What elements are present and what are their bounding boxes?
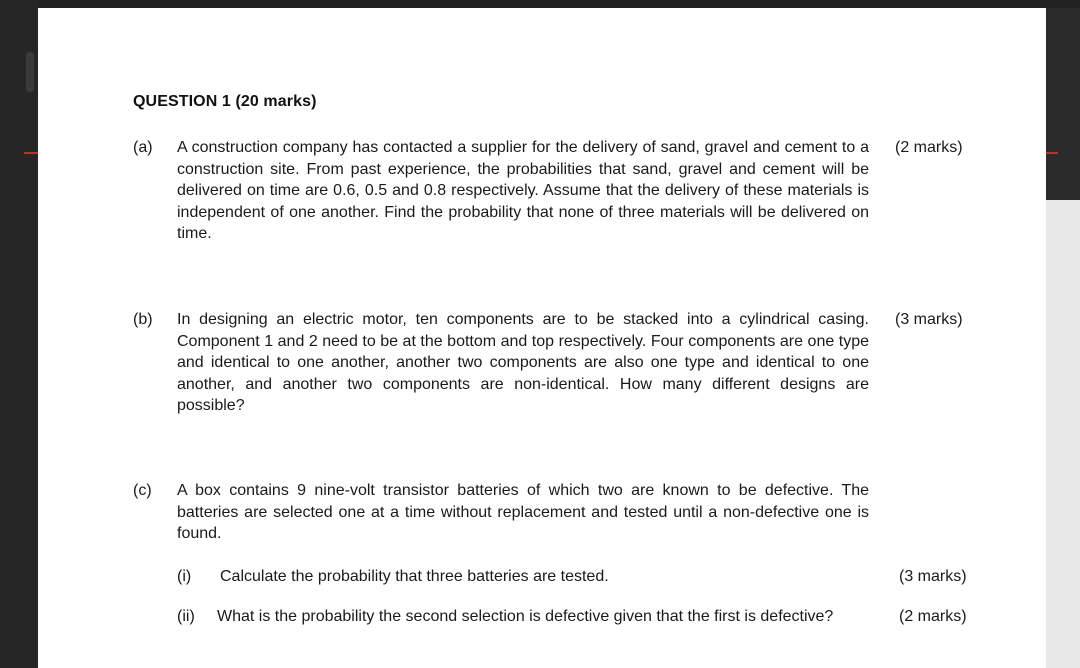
part-c-ii-marks: (2 marks) (899, 608, 967, 625)
backdrop-left-strip (0, 0, 38, 668)
part-c-ii-label: (ii) (177, 608, 195, 625)
question-title: QUESTION 1 (20 marks) (133, 93, 317, 110)
part-c-i-label: (i) (177, 568, 192, 585)
part-c-text: A box contains 9 nine-volt transistor batteries of which two are known to be defective. The batteries are selected one at a time without replacement and tested until a non-defective one is found. (177, 482, 869, 542)
part-c-i-text: Calculate the probability that three batteries are tested. (220, 568, 609, 585)
part-a-text: A construction company has contacted a supplier for the delivery of sand, gravel and cement to a construction site. From past experience, the probabilities that sand, gravel and cement will be delivered on time are 0.6, 0.5 and 0.8 respectively. Assume that the delivery of these materials is independent of one another. Find the probability that none of three materials will be delivered on time. (177, 139, 869, 242)
part-c-i-marks: (3 marks) (899, 568, 967, 585)
part-a-marks: (2 marks) (895, 139, 963, 156)
part-b-label: (b) (133, 311, 153, 328)
part-b-text: In designing an electric motor, ten components are to be stacked into a cylindrical casing. Component 1 and 2 need to be at the bottom and top respectively. Four components are one type and identical to one another, another two components are also one type and identical to one another, and another two components are non-identical. How many different designs are possible? (177, 311, 869, 414)
scrollbar-track[interactable] (1046, 200, 1080, 668)
red-margin-mark-right (1046, 152, 1058, 154)
document-page (38, 8, 1046, 668)
part-c-ii-text: What is the probability the second selection is defective given that the first is defective? (217, 608, 834, 625)
part-b-marks: (3 marks) (895, 311, 963, 328)
backdrop-mark (26, 52, 34, 92)
red-margin-mark-left (24, 152, 38, 154)
backdrop-top-strip (0, 0, 1080, 8)
part-a-label: (a) (133, 139, 153, 156)
part-c-label: (c) (133, 482, 152, 499)
